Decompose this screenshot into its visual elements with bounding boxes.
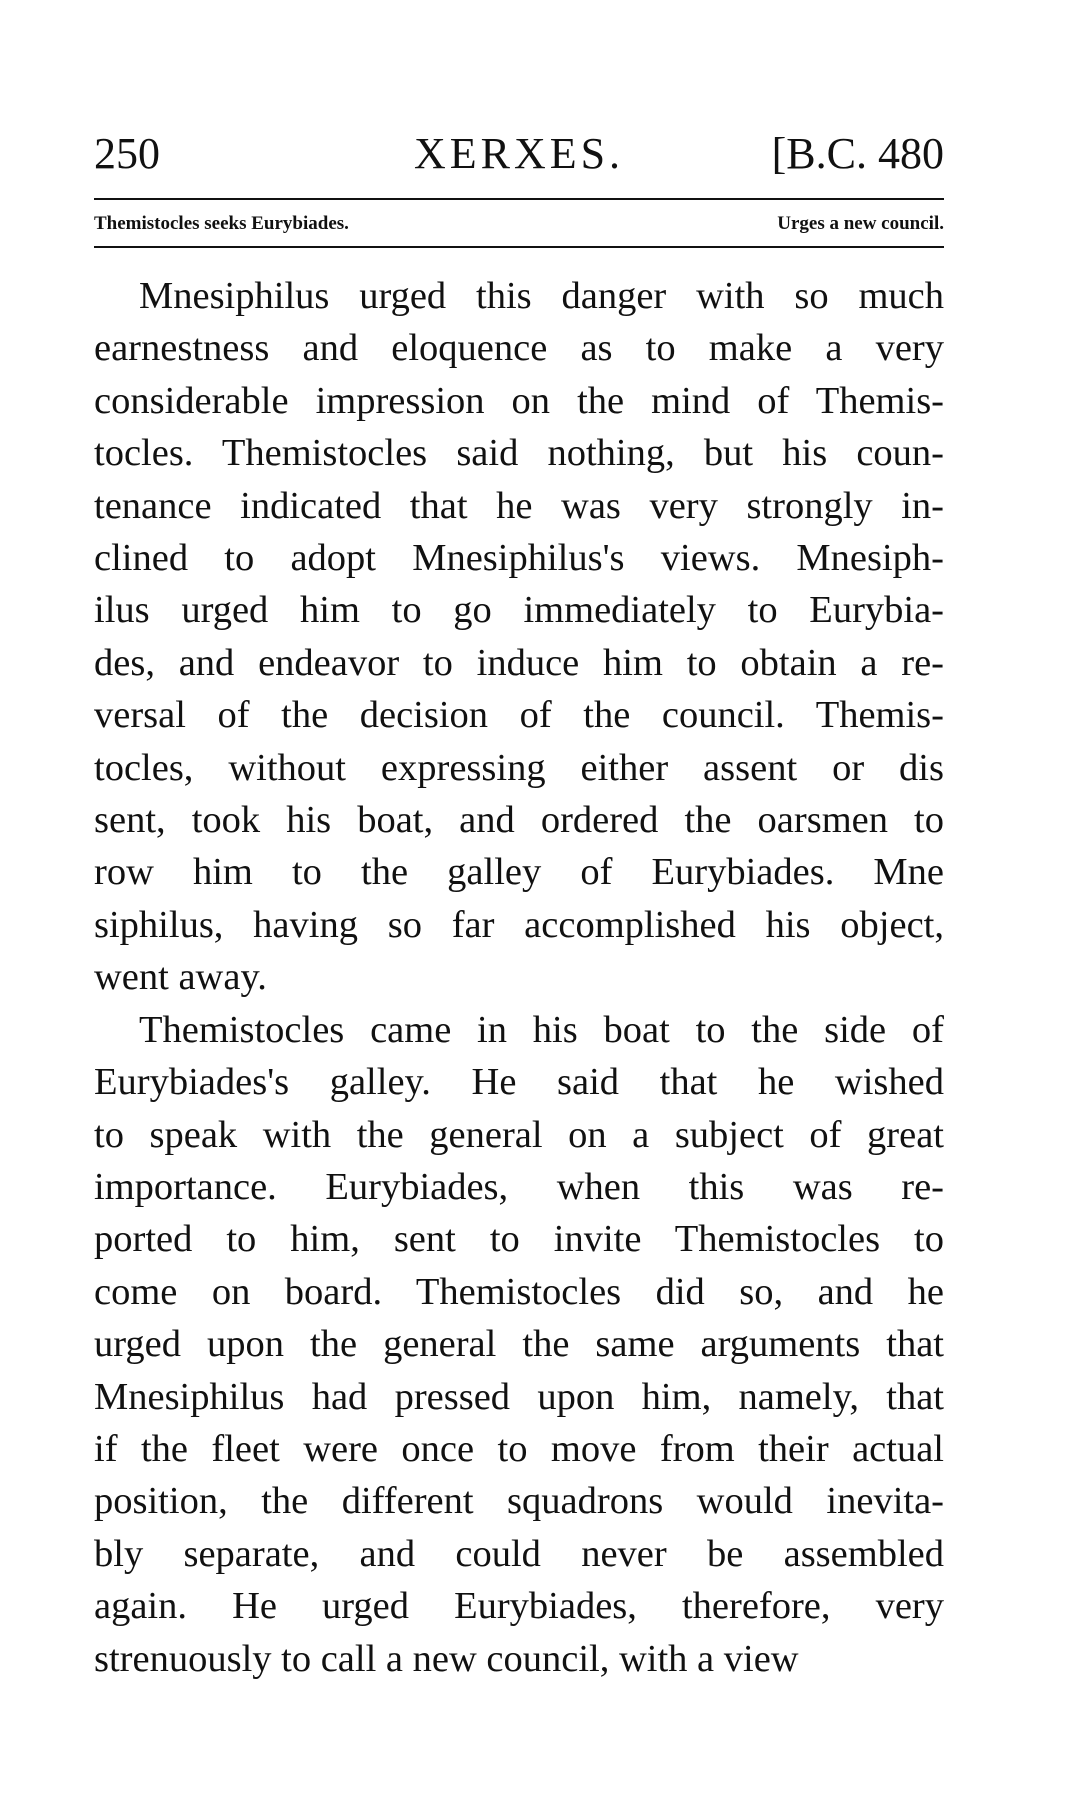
text-line: earnestness and eloquence as to make a very (94, 327, 944, 370)
text-line: importance. Eurybiades, when this was re- (94, 1165, 944, 1208)
text-line: Mnesiphilus had pressed upon him, namely, that (94, 1375, 944, 1418)
text-line: tenance indicated that he was very strongly in- (94, 484, 944, 527)
running-title: XERXES. (413, 129, 625, 178)
body-text (94, 270, 944, 1685)
text-line: position, the different squadrons would inevita- (94, 1480, 944, 1523)
text-line: ilus urged him to go immediately to Eurybia- (94, 589, 944, 632)
text-line: Eurybiades's galley. He said that he wished (94, 1061, 944, 1104)
text-line: strenuously to call a new council, with a view (94, 1637, 799, 1680)
text-line: clined to adopt Mnesiphilus's views. Mnesiph- (94, 537, 944, 580)
text-line: considerable impression on the mind of Themis- (94, 379, 944, 422)
text-line: siphilus, having so far accomplished his object, (94, 903, 944, 946)
paragraph (94, 270, 944, 1004)
text-line: if the fleet were once to move from their actual (94, 1427, 944, 1470)
page-header (94, 124, 944, 184)
text-line: urged upon the general the same arguments that (94, 1323, 944, 1366)
text-line: row him to the galley of Eurybiades. Mne (94, 851, 944, 894)
side-note-left: Themistocles seeks Eurybiades. (94, 213, 349, 234)
text-line: bly separate, and could never be assembled (94, 1532, 944, 1575)
text-line: again. He urged Eurybiades, therefore, very (94, 1585, 944, 1628)
date-range: [B.C. 480 (771, 129, 944, 178)
text-line: tocles. Themistocles said nothing, but his coun- (94, 432, 944, 475)
text-line: Mnesiphilus urged this danger with so much (139, 275, 944, 317)
text-line: to speak with the general on a subject of great (94, 1113, 944, 1156)
side-notes (94, 209, 944, 239)
text-line: ported to him, sent to invite Themistocles to (94, 1218, 944, 1261)
text-line: tocles, without expressing either assent or dis (94, 746, 944, 789)
paragraph (94, 1004, 944, 1685)
text-line: versal of the decision of the council. Themis- (94, 694, 944, 737)
text-line: Themistocles came in his boat to the side of (139, 1008, 944, 1051)
header-rule (94, 198, 944, 200)
text-line: sent, took his boat, and ordered the oarsmen to (94, 799, 944, 842)
text-line: des, and endeavor to induce him to obtain a re- (94, 641, 944, 684)
page-number: 250 (94, 129, 160, 178)
text-line: went away. (94, 956, 267, 999)
text-line: come on board. Themistocles did so, and he (94, 1270, 944, 1313)
side-note-rule (94, 246, 944, 248)
side-note-right: Urges a new council. (777, 213, 944, 234)
